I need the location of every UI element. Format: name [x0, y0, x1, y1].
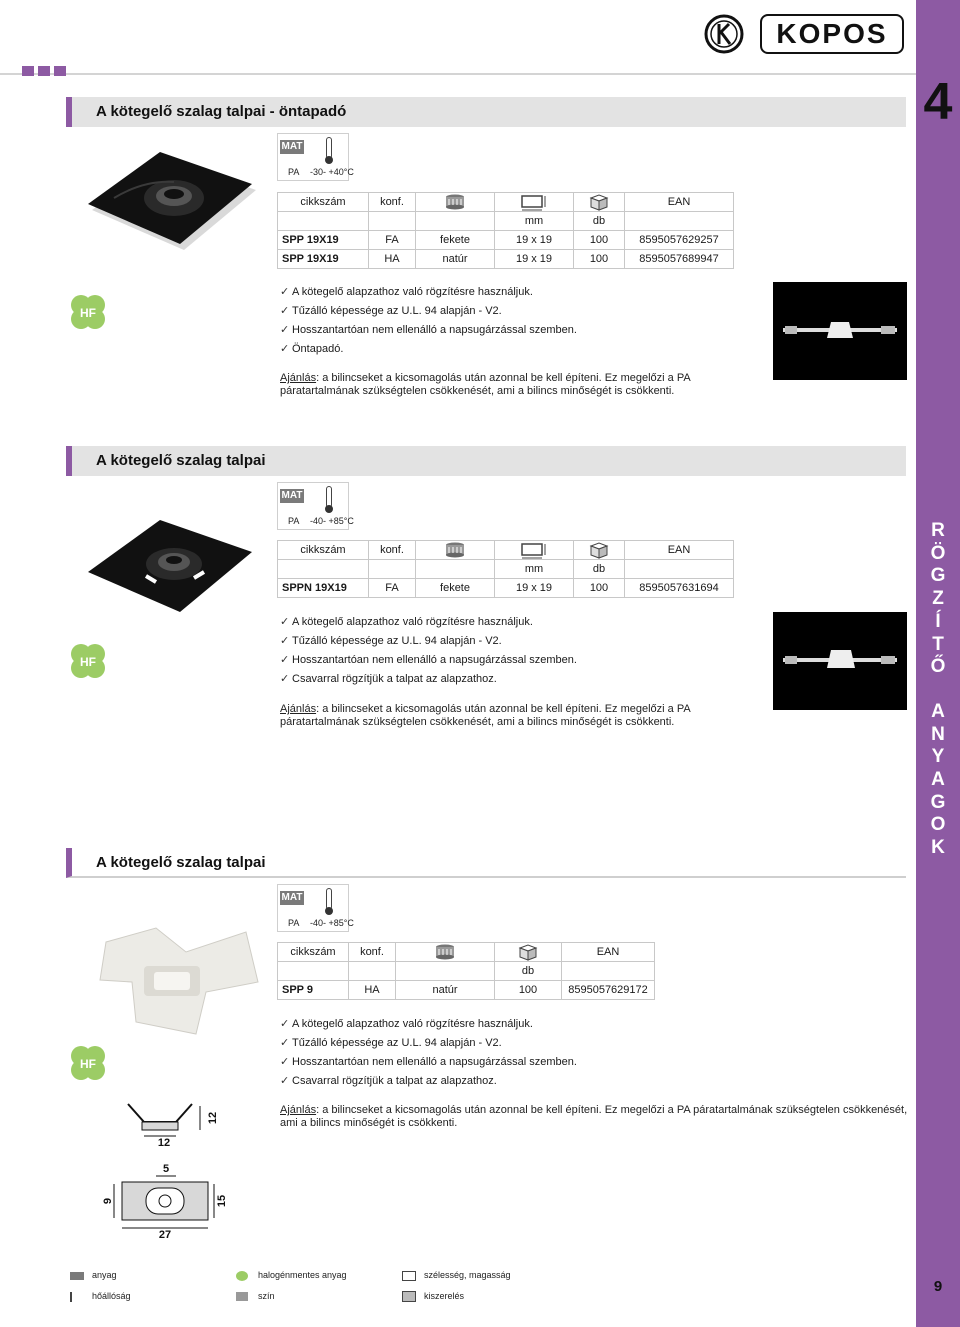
section-header: [66, 848, 906, 878]
unit-db: db: [574, 560, 625, 579]
product-image-sppn-black: [84, 518, 264, 628]
col-header-color: [396, 943, 495, 962]
product-photo-mounted: [773, 282, 907, 380]
material-value: PA: [288, 167, 300, 177]
material-temperature-box: [277, 482, 354, 530]
brand-k-logo-icon: [704, 14, 744, 54]
material-icon: MAT: [281, 892, 303, 903]
width-height-icon: [402, 1271, 416, 1281]
decor-square: [54, 66, 66, 76]
list-item: ✓ Hosszantartóan nem ellenálló a napsugárzással szemben.: [280, 651, 577, 670]
cell-color: natúr: [416, 250, 495, 269]
check-icon: ✓: [280, 324, 290, 336]
dim-depth: 15: [216, 1194, 228, 1208]
legend-width-height: szélesség, magasság: [402, 1270, 511, 1281]
material-icon: MAT: [281, 141, 303, 152]
svg-text:HF: HF: [80, 1057, 96, 1071]
halogen-free-clover-icon: [68, 292, 108, 332]
col-header-size: [495, 193, 574, 212]
material-value: PA: [288, 516, 300, 526]
cell-pack: 100: [574, 250, 625, 269]
halogen-free-clover-icon: [68, 641, 108, 681]
cell-config: FA: [369, 231, 416, 250]
dim-length: 27: [158, 1229, 172, 1240]
check-icon: ✓: [280, 1018, 290, 1030]
cell-ean: 8595057631694: [625, 579, 734, 598]
check-icon: ✓: [280, 616, 290, 628]
list-item: ✓ A kötegelő alapzathoz való rögzítésre használjuk.: [280, 283, 577, 302]
packaging-box-icon: [402, 1291, 416, 1302]
legend-packaging: kiszerelés: [402, 1291, 464, 1302]
product-photo-mounted: [773, 612, 907, 710]
thermometer-icon: [70, 1292, 72, 1302]
spec-table: [277, 942, 655, 1000]
cell-code: SPP 19X19: [278, 231, 369, 250]
section-title: A kötegelő szalag talpai - öntapadó: [96, 103, 347, 120]
material-temperature-box: [277, 884, 354, 932]
cell-pack: 100: [574, 579, 625, 598]
col-header-code: cikkszám: [278, 193, 369, 212]
col-header-config: konf.: [369, 541, 416, 560]
list-item: ✓ Csavarral rögzítjük a talpat az alapzathoz.: [280, 1072, 577, 1091]
col-header-pack: [574, 541, 625, 560]
legend-heat-resistance: hőállóság: [70, 1291, 131, 1302]
col-header-color: [416, 541, 495, 560]
thermometer-bulb: [325, 505, 333, 513]
packaging-box-icon: [587, 193, 611, 211]
check-icon: ✓: [280, 343, 290, 355]
color-spool-icon: [444, 542, 466, 558]
decor-square: [22, 66, 34, 76]
product-image-spp-black: [84, 150, 264, 260]
color-spool-icon: [236, 1292, 248, 1301]
chapter-number: 4: [923, 73, 953, 131]
col-header-config: konf.: [369, 193, 416, 212]
cell-size: 19 x 19: [495, 579, 574, 598]
section-title: A kötegelő szalag talpai: [96, 452, 266, 469]
cell-size: 19 x 19: [495, 231, 574, 250]
dim-side: 9: [102, 1197, 114, 1205]
check-icon: ✓: [280, 673, 290, 685]
check-icon: ✓: [280, 1075, 290, 1087]
dim-hole: 5: [162, 1163, 170, 1175]
cell-pack: 100: [495, 981, 562, 1000]
list-item: ✓ Tűzálló képessége az U.L. 94 alapján - V2.: [280, 632, 577, 651]
cell-size: 19 x 19: [495, 250, 574, 269]
section-title: A kötegelő szalag talpai: [96, 854, 266, 871]
section-header: [66, 97, 906, 127]
check-icon: ✓: [280, 1037, 290, 1049]
col-header-size: [495, 541, 574, 560]
temperature-value: -40- +85°C: [310, 516, 354, 526]
list-item: ✓ Tűzálló képessége az U.L. 94 alapján - V2.: [280, 302, 577, 321]
check-icon: ✓: [280, 305, 290, 317]
section-header: [66, 446, 906, 476]
cell-config: FA: [369, 579, 416, 598]
material-temperature-box: [277, 133, 354, 181]
cell-code: SPPN 19X19: [278, 579, 369, 598]
feature-list: [280, 283, 577, 359]
list-item: ✓ Tűzálló képessége az U.L. 94 alapján - V2.: [280, 1034, 577, 1053]
check-icon: ✓: [280, 654, 290, 666]
brand-logo: KOPOS: [776, 18, 888, 49]
width-height-icon: [519, 541, 549, 559]
list-item: ✓ Hosszantartóan nem ellenálló a napsugárzással szemben.: [280, 1053, 577, 1072]
unit-mm: mm: [495, 560, 574, 579]
halogen-free-clover-icon: [236, 1271, 248, 1281]
color-spool-icon: [444, 194, 466, 210]
width-height-icon: [519, 193, 549, 211]
cell-config: HA: [369, 250, 416, 269]
decor-square: [38, 66, 50, 76]
material-icon: MAT: [281, 490, 303, 501]
table-row: [278, 981, 655, 1000]
top-divider: [0, 73, 916, 75]
feature-list: [280, 613, 577, 689]
cell-code: SPP 19X19: [278, 250, 369, 269]
cell-ean: 8595057629257: [625, 231, 734, 250]
cell-config: HA: [349, 981, 396, 1000]
list-item: ✓ Csavarral rögzítjük a talpat az alapzathoz.: [280, 670, 577, 689]
page-number: 9: [933, 1278, 943, 1295]
col-header-color: [416, 193, 495, 212]
temperature-value: -30- +40°C: [310, 167, 354, 177]
halogen-free-clover-icon: [68, 1043, 108, 1083]
cell-color: natúr: [396, 981, 495, 1000]
table-row: [278, 250, 734, 269]
col-header-code: cikkszám: [278, 541, 369, 560]
table-row: [278, 579, 734, 598]
dim-width-top: 12: [157, 1137, 171, 1149]
recommendation-note: Ajánlás: a bilincseket a kicsomagolás után azonnal be kell építeni. Ez megelőzi a PA páratartalmának szükségtelen csökkenését, ami a bilincs minőségét is csökkenti.: [280, 1104, 908, 1129]
cell-pack: 100: [574, 231, 625, 250]
list-item: ✓ Öntapadó.: [280, 340, 577, 359]
cell-code: SPP 9: [278, 981, 349, 1000]
check-icon: ✓: [280, 635, 290, 647]
unit-db: db: [574, 212, 625, 231]
check-icon: ✓: [280, 1056, 290, 1068]
list-item: ✓ A kötegelő alapzathoz való rögzítésre használjuk.: [280, 613, 577, 632]
list-item: ✓ Hosszantartóan nem ellenálló a napsugárzással szemben.: [280, 321, 577, 340]
check-icon: ✓: [280, 286, 290, 298]
material-value: PA: [288, 918, 300, 928]
packaging-box-icon: [516, 943, 540, 961]
side-title: R Ö G Z Í T Ő A N Y A G O K: [930, 520, 946, 859]
col-header-pack: [495, 943, 562, 962]
dim-height-side: 12: [207, 1111, 219, 1125]
cell-color: fekete: [416, 231, 495, 250]
list-item: ✓ A kötegelő alapzathoz való rögzítésre használjuk.: [280, 1015, 577, 1034]
product-image-spp9-natural: [96, 922, 266, 1042]
cell-ean: 8595057689947: [625, 250, 734, 269]
table-row: [278, 231, 734, 250]
svg-text:HF: HF: [80, 655, 96, 669]
unit-db: db: [495, 962, 562, 981]
col-header-ean: EAN: [625, 541, 734, 560]
thermometer-bulb: [325, 156, 333, 164]
col-header-config: konf.: [349, 943, 396, 962]
recommendation-note: Ajánlás: a bilincseket a kicsomagolás után azonnal be kell építeni. Ez megelőzi a PA páratartalmának szükségtelen csökkenését, ami a bilincs minőségét is csökkenti.: [280, 372, 691, 397]
unit-mm: mm: [495, 212, 574, 231]
cell-ean: 8595057629172: [562, 981, 655, 1000]
cell-color: fekete: [416, 579, 495, 598]
col-header-pack: [574, 193, 625, 212]
legend-halogen-free: halogénmentes anyag: [236, 1270, 347, 1281]
color-spool-icon: [434, 944, 456, 960]
spec-table: [277, 540, 734, 598]
legend-color: szín: [236, 1291, 275, 1301]
packaging-box-icon: [587, 541, 611, 559]
col-header-ean: EAN: [562, 943, 655, 962]
feature-list: [280, 1015, 577, 1091]
technical-drawing: [100, 1100, 230, 1240]
col-header-ean: EAN: [625, 193, 734, 212]
svg-text:HF: HF: [80, 306, 96, 320]
recommendation-note: Ajánlás: a bilincseket a kicsomagolás után azonnal be kell építeni. Ez megelőzi a PA páratartalmának szükségtelen csökkenését, ami a bilincs minőségét is csökkenti.: [280, 703, 691, 728]
col-header-code: cikkszám: [278, 943, 349, 962]
temperature-value: -40- +85°C: [310, 918, 354, 928]
legend-material: anyag: [70, 1270, 117, 1280]
thermometer-bulb: [325, 907, 333, 915]
material-icon: [70, 1272, 84, 1280]
spec-table: [277, 192, 734, 269]
